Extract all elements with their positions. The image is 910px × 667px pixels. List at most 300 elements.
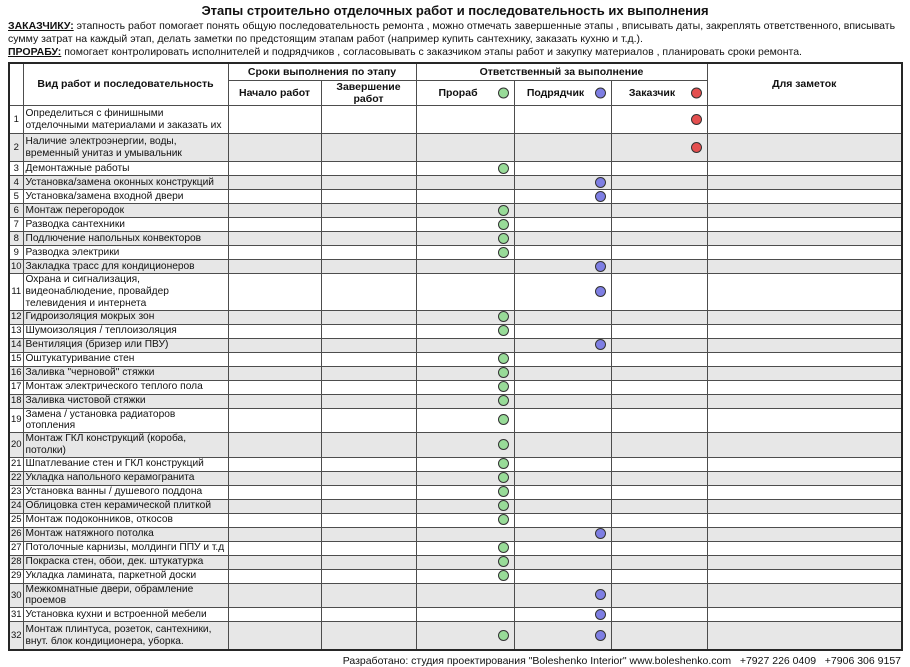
- contractor-cell: [514, 394, 611, 408]
- foreman-dot-icon: [498, 247, 509, 258]
- end-date-cell[interactable]: [321, 246, 416, 260]
- task-label: Монтаж ГКЛ конструкций (короба, потолки): [23, 433, 228, 458]
- client-cell: [611, 457, 707, 471]
- contractor-cell: [514, 260, 611, 274]
- client-cell: [611, 218, 707, 232]
- client-cell: [611, 232, 707, 246]
- end-date-cell[interactable]: [321, 366, 416, 380]
- notes-header: Для заметок: [707, 63, 902, 106]
- row-number: 31: [10, 608, 22, 620]
- foreman-dot-icon: [498, 458, 509, 469]
- contractor-cell: [514, 527, 611, 541]
- task-label: Заливка "черновой" стяжки: [23, 366, 228, 380]
- row-number: 16: [10, 367, 22, 379]
- row-number: 10: [10, 260, 22, 272]
- task-label: Наличие электроэнергии, воды, временный унитаз и умывальник: [23, 134, 228, 162]
- contractor-cell: [514, 513, 611, 527]
- task-label: Укладка ламината, паркетной доски: [23, 569, 228, 583]
- client-dot-icon: [691, 114, 702, 125]
- task-label: Охрана и сигнализация, видеонаблюдение, провайдер телевидения и интернета: [23, 274, 228, 310]
- start-date-cell[interactable]: [228, 433, 321, 458]
- client-header-label: Заказчик: [628, 87, 676, 100]
- table-row: [9, 260, 902, 274]
- start-date-cell[interactable]: [228, 162, 321, 176]
- notes-cell[interactable]: [707, 569, 902, 583]
- end-date-cell[interactable]: [321, 555, 416, 569]
- client-cell: [611, 106, 707, 134]
- notes-cell[interactable]: [707, 310, 902, 324]
- end-date-cell[interactable]: [321, 218, 416, 232]
- notes-cell[interactable]: [707, 527, 902, 541]
- start-date-cell[interactable]: [228, 471, 321, 485]
- end-date-cell[interactable]: [321, 162, 416, 176]
- start-date-cell[interactable]: [228, 134, 321, 162]
- end-date-cell[interactable]: [321, 232, 416, 246]
- end-date-cell[interactable]: [321, 408, 416, 433]
- row-number: 5: [9, 190, 23, 204]
- task-label: Монтаж перегородок: [23, 204, 228, 218]
- table-row: [9, 457, 902, 471]
- table-row: [9, 485, 902, 499]
- start-date-cell[interactable]: [228, 190, 321, 204]
- row-number: 20: [9, 433, 23, 458]
- end-date-cell[interactable]: [321, 134, 416, 162]
- notes-cell[interactable]: [707, 260, 902, 274]
- row-number: 27: [10, 542, 22, 554]
- contractor-dot-icon: [595, 261, 606, 272]
- start-date-cell[interactable]: [228, 380, 321, 394]
- start-date-cell[interactable]: [228, 583, 321, 608]
- task-label: Определиться с финишными отделочными материалами и заказать их: [23, 106, 228, 134]
- notes-cell[interactable]: [707, 204, 902, 218]
- table-row: [9, 274, 902, 310]
- contractor-cell: [514, 352, 611, 366]
- footer-credits: Разработано: студия проектирования "Boleshenko Interior" www.boleshenko.com +7927 226 0409 +7906 306 9157: [342, 654, 901, 667]
- end-date-cell[interactable]: [321, 106, 416, 134]
- foreman-dot-icon: [498, 439, 509, 450]
- foreman-dot-icon: [498, 163, 509, 174]
- intro-customer-text: этапность работ помогает понять общую последовательность ремонта , можно отмечать завершенные этапы , вписывать даты, закреплять ответственного, вписывать сумму затрат на каждый этап, делать заметки по предстоящим этапам работ (например купить сантехнику, заказать кухню и т.д.).: [8, 20, 896, 46]
- table-row: [9, 622, 902, 650]
- start-date-cell[interactable]: [228, 106, 321, 134]
- notes-cell[interactable]: [707, 324, 902, 338]
- start-date-cell[interactable]: [228, 622, 321, 650]
- start-date-cell[interactable]: [228, 232, 321, 246]
- row-number: 26: [10, 528, 22, 540]
- start-date-cell[interactable]: [228, 352, 321, 366]
- row-number: 24: [10, 500, 22, 512]
- task-label: Облицовка стен керамической плиткой: [23, 499, 228, 513]
- end-date-cell[interactable]: [321, 583, 416, 608]
- page-title: Этапы строительно отделочных работ и последовательность их выполнения: [201, 3, 709, 18]
- task-label: Установка/замена оконных конструкций: [23, 176, 228, 190]
- end-date-cell[interactable]: [321, 324, 416, 338]
- contractor-cell: [514, 499, 611, 513]
- contractor-cell: [514, 204, 611, 218]
- contractor-cell: [514, 457, 611, 471]
- table-row: [9, 232, 902, 246]
- end-date-cell[interactable]: [321, 485, 416, 499]
- foreman-cell: [416, 569, 514, 583]
- row-number: 9: [9, 246, 23, 260]
- table-row: [9, 310, 902, 324]
- end-date-cell[interactable]: [321, 622, 416, 650]
- contractor-cell: [514, 162, 611, 176]
- start-date-cell[interactable]: [228, 218, 321, 232]
- foreman-dot-icon: [498, 570, 509, 581]
- foreman-cell: [416, 246, 514, 260]
- notes-cell[interactable]: [707, 190, 902, 204]
- table-row: [9, 394, 902, 408]
- task-label: Установка/замена входной двери: [23, 190, 228, 204]
- contractor-dot-icon: [595, 528, 606, 539]
- notes-cell[interactable]: [707, 555, 902, 569]
- notes-cell[interactable]: [707, 380, 902, 394]
- start-date-cell[interactable]: [228, 608, 321, 622]
- end-date-cell[interactable]: [321, 499, 416, 513]
- task-label: Разводка сантехники: [23, 218, 228, 232]
- row-number: 14: [10, 339, 22, 351]
- row-number: 15: [10, 353, 22, 365]
- contractor-cell: [514, 232, 611, 246]
- task-label: Монтаж плинтуса, розеток, сантехники, внут. блок кондиционера, уборка.: [23, 622, 228, 650]
- end-date-header: Завершение работ: [321, 81, 416, 106]
- notes-cell[interactable]: [707, 471, 902, 485]
- foreman-dot-icon: [498, 556, 509, 567]
- foreman-dot-icon: [498, 514, 509, 525]
- table-row: [9, 106, 902, 134]
- notes-cell[interactable]: [707, 176, 902, 190]
- task-label: Монтаж подоконников, откосов: [23, 513, 228, 527]
- foreman-dot-icon: [498, 205, 509, 216]
- contractor-cell: [514, 471, 611, 485]
- notes-cell[interactable]: [707, 274, 902, 310]
- foreman-dot-icon: [498, 414, 509, 425]
- contractor-dot-icon: [595, 286, 606, 297]
- start-date-cell[interactable]: [228, 338, 321, 352]
- notes-cell[interactable]: [707, 106, 902, 134]
- foreman-dot-icon: [498, 233, 509, 244]
- client-cell: [611, 485, 707, 499]
- client-cell: [611, 260, 707, 274]
- table-body: [9, 106, 902, 650]
- contractor-cell: [514, 569, 611, 583]
- notes-cell[interactable]: [707, 232, 902, 246]
- foreman-dot-icon: [498, 367, 509, 378]
- notes-cell[interactable]: [707, 338, 902, 352]
- foreman-dot-icon: [498, 500, 509, 511]
- contractor-dot-icon: [595, 589, 606, 600]
- foreman-dot-icon: [498, 395, 509, 406]
- end-date-cell[interactable]: [321, 338, 416, 352]
- contractor-cell: [514, 622, 611, 650]
- end-date-cell[interactable]: [321, 310, 416, 324]
- client-cell: [611, 569, 707, 583]
- table-row: [9, 352, 902, 366]
- table-row: [9, 366, 902, 380]
- task-label: Гидроизоляция мокрых зон: [23, 310, 228, 324]
- foreman-dot-icon: [498, 486, 509, 497]
- notes-cell[interactable]: [707, 457, 902, 471]
- end-date-cell[interactable]: [321, 541, 416, 555]
- start-date-cell[interactable]: [228, 541, 321, 555]
- start-date-cell[interactable]: [228, 324, 321, 338]
- foreman-cell: [416, 457, 514, 471]
- table-row: [9, 513, 902, 527]
- client-cell: [611, 583, 707, 608]
- contractor-cell: [514, 246, 611, 260]
- row-number: 11: [9, 274, 23, 310]
- task-label: Вентиляция (бризер или ПВУ): [23, 338, 228, 352]
- foreman-cell: [416, 541, 514, 555]
- contractor-cell: [514, 176, 611, 190]
- foreman-cell: [416, 394, 514, 408]
- row-number: 1: [9, 106, 23, 134]
- row-number: 6: [9, 204, 23, 218]
- contractor-cell: [514, 555, 611, 569]
- foreman-cell: [416, 274, 514, 310]
- notes-cell[interactable]: [707, 608, 902, 622]
- contractor-header-label: Подрядчик: [526, 87, 585, 100]
- foreman-cell: [416, 260, 514, 274]
- foreman-cell: [416, 608, 514, 622]
- start-date-cell[interactable]: [228, 274, 321, 310]
- foreman-legend-dot-icon: [498, 88, 509, 99]
- table-header: [9, 63, 902, 106]
- contractor-header: [514, 81, 611, 106]
- row-number: 8: [9, 232, 23, 246]
- intro-block: [8, 20, 902, 60]
- contractor-cell: [514, 485, 611, 499]
- client-cell: [611, 190, 707, 204]
- row-number: 25: [10, 514, 22, 526]
- notes-cell[interactable]: [707, 246, 902, 260]
- client-cell: [611, 394, 707, 408]
- end-date-cell[interactable]: [321, 471, 416, 485]
- table-row: [9, 380, 902, 394]
- client-dot-icon: [691, 142, 702, 153]
- start-date-cell[interactable]: [228, 527, 321, 541]
- client-cell: [611, 608, 707, 622]
- foreman-cell: [416, 499, 514, 513]
- start-date-cell[interactable]: [228, 499, 321, 513]
- contractor-cell: [514, 274, 611, 310]
- foreman-dot-icon: [498, 542, 509, 553]
- client-cell: [611, 134, 707, 162]
- foreman-dot-icon: [498, 381, 509, 392]
- notes-cell[interactable]: [707, 485, 902, 499]
- notes-cell[interactable]: [707, 134, 902, 162]
- end-date-cell[interactable]: [321, 352, 416, 366]
- table-row: [9, 471, 902, 485]
- foreman-header: [416, 81, 514, 106]
- foreman-cell: [416, 162, 514, 176]
- notes-cell[interactable]: [707, 622, 902, 650]
- task-label: Монтаж натяжного потолка: [23, 527, 228, 541]
- notes-cell[interactable]: [707, 394, 902, 408]
- notes-cell[interactable]: [707, 499, 902, 513]
- foreman-cell: [416, 204, 514, 218]
- intro-customer: [8, 20, 895, 45]
- end-date-cell[interactable]: [321, 190, 416, 204]
- notes-cell[interactable]: [707, 162, 902, 176]
- table-row: [9, 134, 902, 162]
- client-cell: [611, 246, 707, 260]
- end-date-cell[interactable]: [321, 274, 416, 310]
- foreman-cell: [416, 106, 514, 134]
- end-date-cell[interactable]: [321, 513, 416, 527]
- client-cell: [611, 162, 707, 176]
- contractor-dot-icon: [595, 177, 606, 188]
- contractor-cell: [514, 324, 611, 338]
- timing-group-header: Сроки выполнения по этапу: [228, 63, 416, 81]
- start-date-cell[interactable]: [228, 555, 321, 569]
- foreman-cell: [416, 583, 514, 608]
- client-cell: [611, 408, 707, 433]
- responsible-group-header: Ответственный за выполнение: [416, 63, 707, 81]
- client-cell: [611, 310, 707, 324]
- foreman-cell: [416, 324, 514, 338]
- table-row: [9, 433, 902, 458]
- client-cell: [611, 499, 707, 513]
- contractor-cell: [514, 310, 611, 324]
- end-date-cell[interactable]: [321, 433, 416, 458]
- foreman-cell: [416, 555, 514, 569]
- table-row: [9, 569, 902, 583]
- foreman-cell: [416, 408, 514, 433]
- end-date-cell[interactable]: [321, 457, 416, 471]
- row-number: 7: [9, 218, 23, 232]
- foreman-dot-icon: [498, 219, 509, 230]
- end-date-cell[interactable]: [321, 527, 416, 541]
- client-cell: [611, 527, 707, 541]
- foreman-cell: [416, 232, 514, 246]
- client-header: [611, 81, 707, 106]
- foreman-cell: [416, 527, 514, 541]
- end-date-cell[interactable]: [321, 608, 416, 622]
- contractor-dot-icon: [595, 630, 606, 641]
- table-row: [9, 324, 902, 338]
- notes-cell[interactable]: [707, 541, 902, 555]
- task-label: Шумоизоляция / теплоизоляция: [23, 324, 228, 338]
- end-date-cell[interactable]: [321, 380, 416, 394]
- start-date-cell[interactable]: [228, 204, 321, 218]
- contractor-cell: [514, 338, 611, 352]
- foreman-cell: [416, 134, 514, 162]
- intro-foreman-label: ПРОРАБУ:: [8, 46, 62, 59]
- start-date-cell[interactable]: [228, 513, 321, 527]
- start-date-cell[interactable]: [228, 457, 321, 471]
- table-row: [9, 338, 902, 352]
- foreman-cell: [416, 310, 514, 324]
- start-date-cell[interactable]: [228, 485, 321, 499]
- contractor-cell: [514, 218, 611, 232]
- work-type-header: Вид работ и последовательность: [23, 63, 228, 106]
- table-row: [9, 499, 902, 513]
- client-cell: [611, 366, 707, 380]
- row-number: 17: [10, 381, 22, 393]
- contractor-cell: [514, 366, 611, 380]
- row-number: 32: [9, 622, 23, 650]
- notes-cell[interactable]: [707, 218, 902, 232]
- contractor-legend-dot-icon: [595, 88, 606, 99]
- start-date-cell[interactable]: [228, 246, 321, 260]
- start-date-cell[interactable]: [228, 310, 321, 324]
- contractor-cell: [514, 433, 611, 458]
- foreman-cell: [416, 380, 514, 394]
- notes-cell[interactable]: [707, 433, 902, 458]
- task-label: Заливка чистовой стяжки: [23, 394, 228, 408]
- task-label: Демонтажные работы: [23, 162, 228, 176]
- foreman-dot-icon: [498, 472, 509, 483]
- end-date-cell[interactable]: [321, 569, 416, 583]
- task-label: Монтаж электрического теплого пола: [23, 380, 228, 394]
- table-row: [9, 408, 902, 433]
- end-date-cell[interactable]: [321, 260, 416, 274]
- notes-cell[interactable]: [707, 366, 902, 380]
- end-date-cell[interactable]: [321, 394, 416, 408]
- end-date-cell[interactable]: [321, 204, 416, 218]
- row-number: 29: [10, 570, 22, 582]
- foreman-dot-icon: [498, 325, 509, 336]
- table-row: [9, 190, 902, 204]
- notes-cell[interactable]: [707, 513, 902, 527]
- stages-table: [8, 62, 903, 651]
- notes-cell[interactable]: [707, 583, 902, 608]
- client-cell: [611, 622, 707, 650]
- table-row: [9, 583, 902, 608]
- row-number: 4: [9, 176, 23, 190]
- start-date-cell[interactable]: [228, 366, 321, 380]
- start-date-cell[interactable]: [228, 569, 321, 583]
- row-number: 12: [10, 311, 22, 323]
- intro-foreman-text: помогает контролировать исполнителей и подрядчиков , согласовывать с заказчиком этапы работ и закупку материалов , планировать сроки ремонта.: [61, 46, 802, 59]
- table-row: [9, 555, 902, 569]
- task-label: Подлючение напольных конвекторов: [23, 232, 228, 246]
- contractor-cell: [514, 541, 611, 555]
- row-number: 19: [9, 408, 23, 433]
- table-row: [9, 527, 902, 541]
- row-number: 2: [9, 134, 23, 162]
- start-date-cell[interactable]: [228, 394, 321, 408]
- client-cell: [611, 541, 707, 555]
- table-row: [9, 608, 902, 622]
- end-date-cell[interactable]: [321, 176, 416, 190]
- row-number-header: [9, 63, 23, 106]
- task-label: Замена / установка радиаторов отопления: [23, 408, 228, 433]
- client-legend-dot-icon: [691, 88, 702, 99]
- client-cell: [611, 324, 707, 338]
- notes-cell[interactable]: [707, 352, 902, 366]
- foreman-cell: [416, 190, 514, 204]
- client-cell: [611, 380, 707, 394]
- start-date-cell[interactable]: [228, 260, 321, 274]
- foreman-cell: [416, 622, 514, 650]
- table-row: [9, 218, 902, 232]
- row-number: 3: [9, 162, 23, 176]
- client-cell: [611, 338, 707, 352]
- start-date-cell[interactable]: [228, 176, 321, 190]
- foreman-cell: [416, 485, 514, 499]
- notes-cell[interactable]: [707, 408, 902, 433]
- client-cell: [611, 352, 707, 366]
- foreman-cell: [416, 338, 514, 352]
- contractor-dot-icon: [595, 339, 606, 350]
- start-date-cell[interactable]: [228, 408, 321, 433]
- contractor-dot-icon: [595, 191, 606, 202]
- client-cell: [611, 513, 707, 527]
- foreman-dot-icon: [498, 630, 509, 641]
